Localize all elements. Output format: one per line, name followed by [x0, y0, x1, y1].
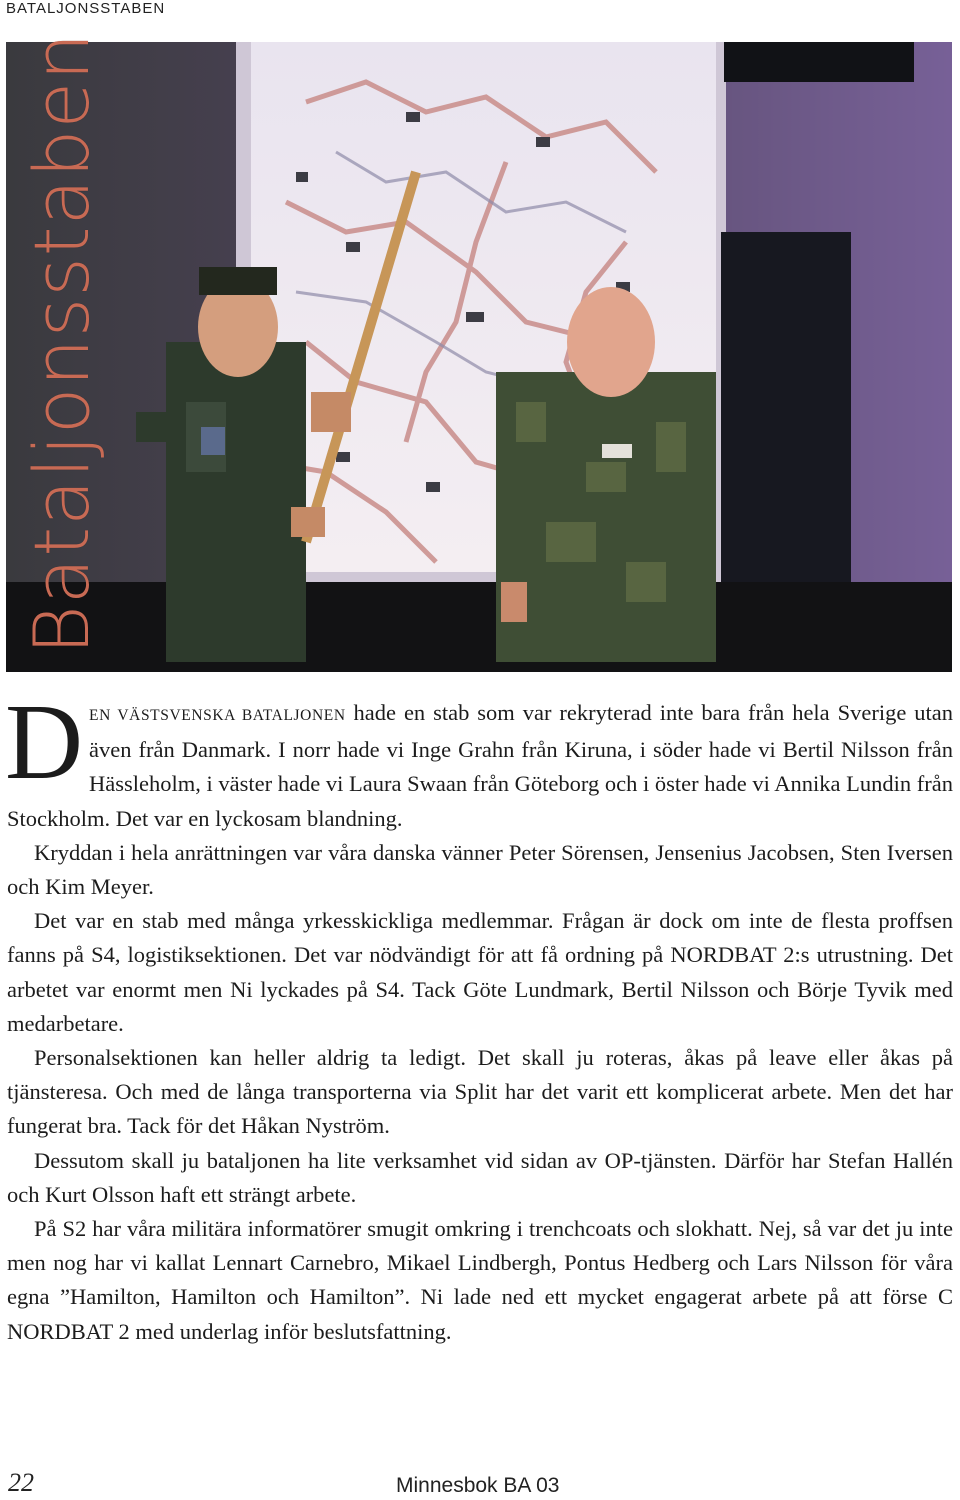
photo-illustration: [6, 42, 952, 672]
paragraph: Dessutom skall ju bataljonen ha lite verksamhet vid sidan av OP-tjänsten. Därför har Stefan Hallén och Kurt Olsson haft ett strängt arbete.: [7, 1147, 953, 1207]
running-head: BATALJONSSTABEN: [6, 0, 166, 17]
lead-text: hade en stab som var rekryterad inte bara från hela Sverige utan även från Danmark. I norr hade vi Inge Grahn från Kiruna, i söder hade vi Bertil Nilsson från Hässleholm, i väster hade vi Laura Swaan från Göteborg och i öster hade vi Annika Lundin från Stockholm. Det var en lyckosam blandning.: [7, 700, 953, 831]
drop-cap: D: [5, 683, 83, 802]
staff-photo: [6, 42, 952, 672]
article-body: [5, 683, 953, 1349]
footer-book-title: Minnesbok BA 03: [396, 1474, 560, 1497]
paragraph: Det var en stab med många yrkesskickliga medlemmar. Frågan är dock om inte de flesta proffsen fanns på S4, logistiksektionen. Det var nödvändigt för att få ordning på NORDBAT 2:s utrustning. Det arbetet var enormt men Ni lyckades på S4. Tack Göte Lundmark, Bertil Nilsson och Börje Tyvik med medarbetare.: [7, 908, 953, 1036]
lead-paragraph: [5, 683, 953, 836]
paragraph: På S2 har våra militära informatörer smugit omkring i trenchcoats och slokhatt. Nej, så var det ju inte men nog har vi kallat Lennart Carnebro, Mikael Lindbergh, Pontus Hedberg och Lars Nilsson för våra egna ”Hamilton, Hamilton och Hamilton”. Ni lade ned ett mycket engagerat arbete på att förse C NORDBAT 2 med underlag inför beslutsfattning.: [7, 1216, 953, 1344]
paragraph: Personalsektionen kan heller aldrig ta ledigt. Det skall ju roteras, åkas på leave eller åkas på tjänsteresa. Och med de långa transporterna via Split har det varit ett komplicerat arbete. Men det har fungerat bra. Tack för det Håkan Nyström.: [7, 1045, 953, 1139]
lead-smallcaps: EN VÄSTSVENSKA BATALJONEN: [89, 707, 346, 724]
page-number: 22: [8, 1468, 34, 1497]
paragraph: Kryddan i hela anrättningen var våra danska vänner Peter Sörensen, Jensenius Jacobsen, Sten Iversen och Kim Meyer.: [7, 839, 953, 900]
vertical-title: Bataljonsstaben: [17, 31, 106, 655]
